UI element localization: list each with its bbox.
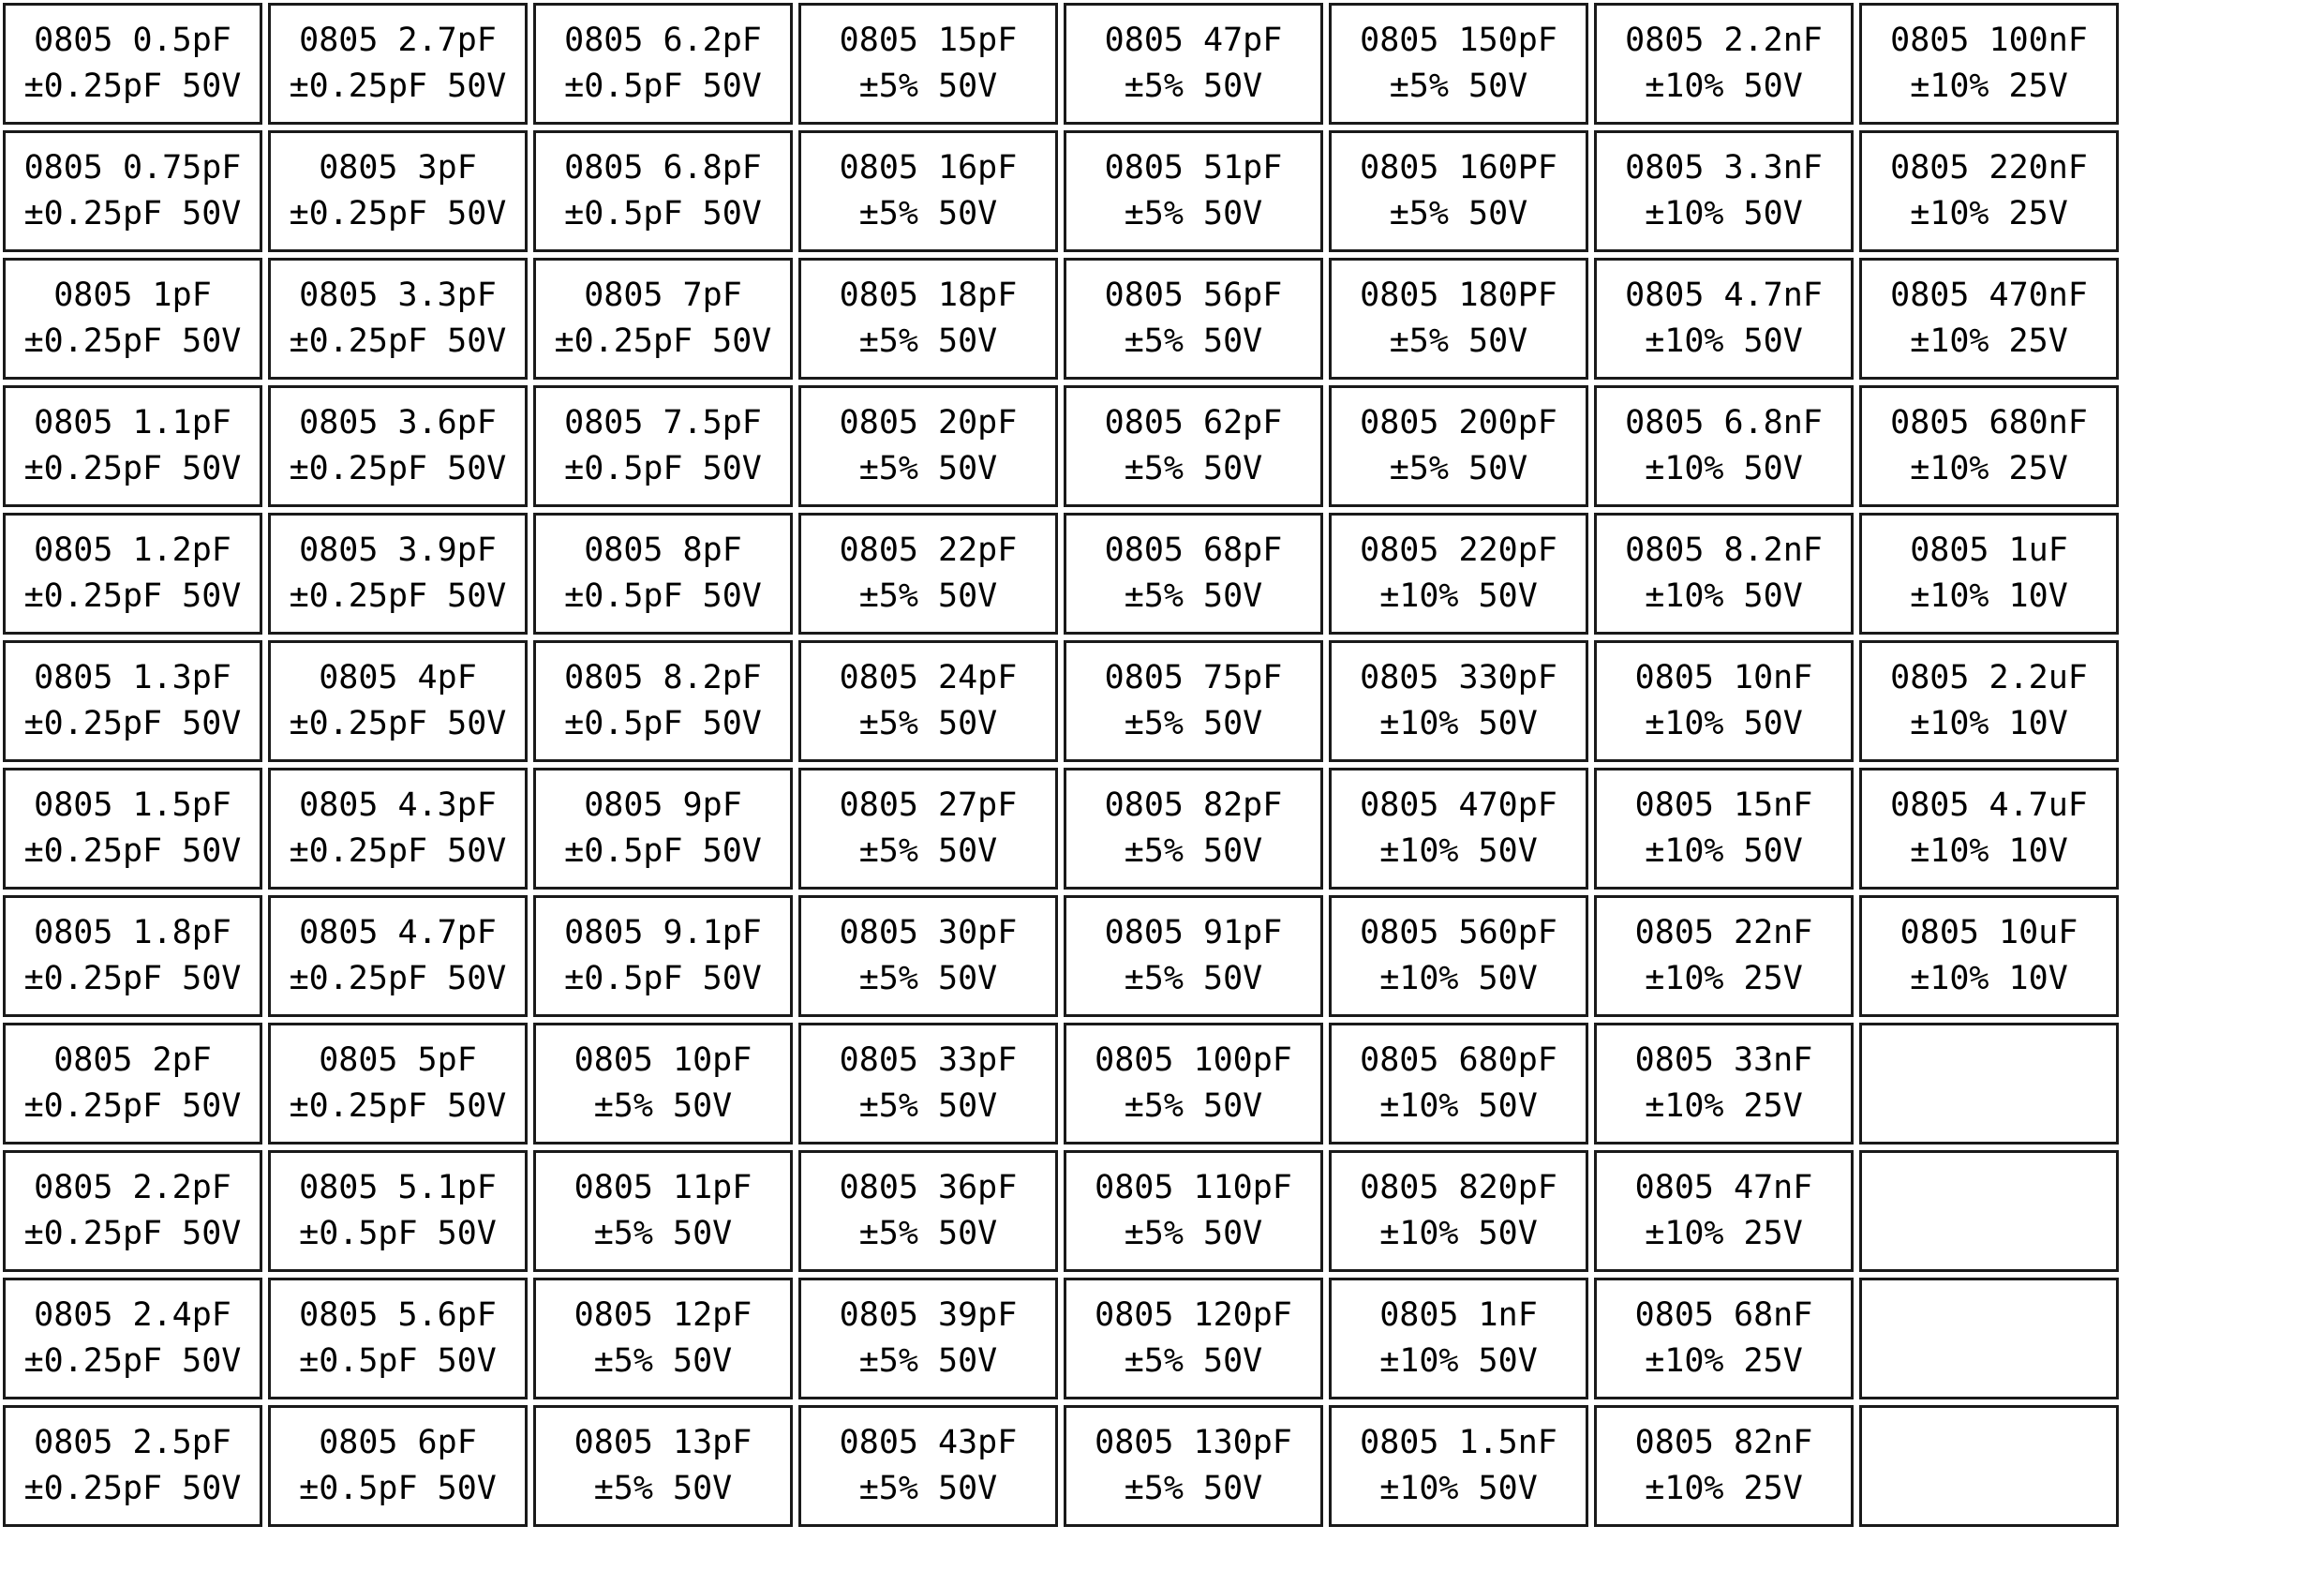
capacitor-value: 0805 10uF [1899, 914, 2078, 951]
capacitor-cell [533, 1278, 793, 1399]
capacitor-tolerance-voltage: ±5% 50V [1124, 1215, 1263, 1252]
capacitor-tolerance-voltage: ±5% 50V [1124, 1342, 1263, 1380]
capacitor-cell [1329, 768, 1588, 890]
capacitor-tolerance-voltage: ±5% 50V [858, 450, 998, 487]
capacitor-cell [1064, 1278, 1323, 1399]
capacitor-tolerance-voltage: ±10% 50V [1645, 322, 1803, 360]
capacitor-value: 0805 4.7nF [1625, 277, 1823, 314]
empty-cell [1859, 1405, 2119, 1527]
capacitor-tolerance-voltage: ±0.25pF 50V [23, 1470, 242, 1507]
grid-row [3, 130, 2119, 252]
capacitor-tolerance-voltage: ±5% 50V [858, 832, 998, 870]
capacitor-value: 0805 7pF [584, 277, 742, 314]
capacitor-value: 0805 3.3pF [299, 277, 497, 314]
capacitor-cell [533, 1150, 793, 1272]
capacitor-tolerance-voltage: ±0.25pF 50V [23, 322, 242, 360]
capacitor-tolerance-voltage: ±10% 25V [1910, 322, 2068, 360]
capacitor-value: 0805 22nF [1634, 914, 1813, 951]
capacitor-value: 0805 33pF [839, 1041, 1018, 1079]
capacitor-cell [268, 1023, 528, 1145]
grid-row [3, 1278, 2119, 1399]
capacitor-value: 0805 470nF [1890, 277, 2088, 314]
capacitor-cell [1594, 513, 1854, 635]
capacitor-value: 0805 18pF [839, 277, 1018, 314]
capacitor-cell [1064, 258, 1323, 380]
capacitor-tolerance-voltage: ±0.25pF 50V [289, 960, 507, 997]
capacitor-cell [1594, 1278, 1854, 1399]
capacitor-tolerance-voltage: ±0.25pF 50V [554, 322, 772, 360]
capacitor-value: 0805 110pF [1095, 1169, 1292, 1206]
capacitor-value: 0805 3.3nF [1625, 149, 1823, 187]
capacitor-value: 0805 43pF [839, 1424, 1018, 1461]
capacitor-value: 0805 8.2pF [564, 659, 762, 696]
capacitor-value: 0805 20pF [839, 404, 1018, 441]
capacitor-tolerance-voltage: ±10% 25V [1910, 67, 2068, 105]
capacitor-cell [798, 640, 1058, 762]
capacitor-cell [798, 895, 1058, 1017]
capacitor-cell [3, 640, 262, 762]
grid-row [3, 258, 2119, 380]
capacitor-tolerance-voltage: ±5% 50V [858, 322, 998, 360]
capacitor-cell [798, 1150, 1058, 1272]
capacitor-cell [1594, 258, 1854, 380]
capacitor-tolerance-voltage: ±10% 25V [1645, 1087, 1803, 1125]
capacitor-tolerance-voltage: ±10% 10V [1910, 577, 2068, 615]
capacitor-value: 0805 8.2nF [1625, 531, 1823, 569]
capacitor-tolerance-voltage: ±0.5pF 50V [299, 1215, 497, 1252]
capacitor-tolerance-voltage: ±0.25pF 50V [23, 67, 242, 105]
capacitor-cell [1594, 1023, 1854, 1145]
capacitor-value: 0805 62pF [1104, 404, 1283, 441]
capacitor-tolerance-voltage: ±0.5pF 50V [564, 832, 762, 870]
capacitor-tolerance-voltage: ±0.5pF 50V [564, 67, 762, 105]
capacitor-value: 0805 15nF [1634, 786, 1813, 824]
capacitor-value: 0805 2.2nF [1625, 22, 1823, 59]
capacitor-cell [268, 1278, 528, 1399]
capacitor-value: 0805 160PF [1360, 149, 1557, 187]
capacitor-cell [1594, 1150, 1854, 1272]
capacitor-tolerance-voltage: ±10% 50V [1379, 577, 1538, 615]
capacitor-cell [3, 513, 262, 635]
capacitor-cell [798, 385, 1058, 507]
capacitor-value: 0805 4.7pF [299, 914, 497, 951]
capacitor-value: 0805 5.6pF [299, 1296, 497, 1334]
capacitor-value: 0805 1.8pF [34, 914, 231, 951]
capacitor-cell [1594, 1405, 1854, 1527]
capacitor-value: 0805 27pF [839, 786, 1018, 824]
capacitor-cell [1329, 1278, 1588, 1399]
capacitor-tolerance-voltage: ±0.25pF 50V [289, 577, 507, 615]
capacitor-value: 0805 560pF [1360, 914, 1557, 951]
capacitor-tolerance-voltage: ±10% 25V [1645, 960, 1803, 997]
capacitor-tolerance-voltage: ±0.25pF 50V [23, 1342, 242, 1380]
capacitor-cell [1594, 385, 1854, 507]
capacitor-tolerance-voltage: ±5% 50V [858, 195, 998, 232]
capacitor-value: 0805 680pF [1360, 1041, 1557, 1079]
capacitor-tolerance-voltage: ±5% 50V [858, 1087, 998, 1125]
capacitor-value: 0805 330pF [1360, 659, 1557, 696]
capacitor-tolerance-voltage: ±10% 25V [1645, 1215, 1803, 1252]
capacitor-cell [268, 385, 528, 507]
capacitor-value: 0805 56pF [1104, 277, 1283, 314]
capacitor-tolerance-voltage: ±5% 50V [1389, 67, 1528, 105]
capacitor-value: 0805 82pF [1104, 786, 1283, 824]
capacitor-cell [798, 768, 1058, 890]
empty-cell [1859, 1150, 2119, 1272]
capacitor-tolerance-voltage: ±0.5pF 50V [564, 195, 762, 232]
capacitor-cell [1859, 3, 2119, 125]
capacitor-cell [533, 895, 793, 1017]
capacitor-tolerance-voltage: ±10% 50V [1645, 195, 1803, 232]
capacitor-cell [3, 768, 262, 890]
capacitor-cell [1594, 3, 1854, 125]
capacitor-cell [1329, 1023, 1588, 1145]
capacitor-cell [268, 1405, 528, 1527]
capacitor-cell [3, 258, 262, 380]
capacitor-cell [268, 3, 528, 125]
capacitor-tolerance-voltage: ±5% 50V [1124, 322, 1263, 360]
capacitor-tolerance-voltage: ±0.25pF 50V [289, 832, 507, 870]
capacitor-cell [1329, 513, 1588, 635]
capacitor-value: 0805 8pF [584, 531, 742, 569]
capacitor-cell [268, 895, 528, 1017]
capacitor-value: 0805 6.8nF [1625, 404, 1823, 441]
capacitor-tolerance-voltage: ±10% 50V [1645, 577, 1803, 615]
capacitor-cell [533, 640, 793, 762]
capacitor-tolerance-voltage: ±5% 50V [1124, 705, 1263, 742]
capacitor-value: 0805 13pF [574, 1424, 752, 1461]
capacitor-cell [1594, 130, 1854, 252]
capacitor-value: 0805 1.1pF [34, 404, 231, 441]
capacitor-tolerance-voltage: ±0.25pF 50V [23, 960, 242, 997]
capacitor-tolerance-voltage: ±0.25pF 50V [23, 832, 242, 870]
capacitor-tolerance-voltage: ±0.25pF 50V [289, 195, 507, 232]
capacitor-value: 0805 2pF [53, 1041, 212, 1079]
capacitor-cell [268, 768, 528, 890]
capacitor-value: 0805 6.2pF [564, 22, 762, 59]
capacitor-value: 0805 130pF [1095, 1424, 1292, 1461]
capacitor-cell [1064, 1023, 1323, 1145]
capacitor-value: 0805 470pF [1360, 786, 1557, 824]
capacitor-value: 0805 100nF [1890, 22, 2088, 59]
capacitor-value: 0805 3.6pF [299, 404, 497, 441]
capacitor-tolerance-voltage: ±5% 50V [593, 1215, 733, 1252]
capacitor-tolerance-voltage: ±0.5pF 50V [299, 1342, 497, 1380]
capacitor-tolerance-voltage: ±10% 50V [1645, 832, 1803, 870]
capacitor-cell [1859, 385, 2119, 507]
capacitor-value: 0805 2.7pF [299, 22, 497, 59]
capacitor-tolerance-voltage: ±0.25pF 50V [289, 1087, 507, 1125]
capacitor-value: 0805 91pF [1104, 914, 1283, 951]
capacitor-cell [3, 1278, 262, 1399]
capacitor-value: 0805 150pF [1360, 22, 1557, 59]
capacitor-cell [3, 1150, 262, 1272]
capacitor-cell [1594, 768, 1854, 890]
grid-row [3, 1023, 2119, 1145]
capacitor-tolerance-voltage: ±10% 50V [1379, 832, 1538, 870]
capacitor-value: 0805 68nF [1634, 1296, 1813, 1334]
capacitor-value: 0805 47pF [1104, 22, 1283, 59]
capacitor-cell [533, 513, 793, 635]
capacitor-tolerance-voltage: ±5% 50V [1124, 832, 1263, 870]
empty-cell [1859, 1023, 2119, 1145]
capacitor-tolerance-voltage: ±5% 50V [593, 1342, 733, 1380]
capacitor-tolerance-voltage: ±5% 50V [858, 577, 998, 615]
capacitor-cell [268, 640, 528, 762]
capacitor-value: 0805 820pF [1360, 1169, 1557, 1206]
capacitor-value: 0805 22pF [839, 531, 1018, 569]
capacitor-value: 0805 2.2uF [1890, 659, 2088, 696]
capacitor-tolerance-voltage: ±0.25pF 50V [23, 450, 242, 487]
capacitor-value: 0805 5.1pF [299, 1169, 497, 1206]
capacitor-tolerance-voltage: ±5% 50V [593, 1470, 733, 1507]
capacitor-tolerance-voltage: ±0.5pF 50V [299, 1470, 497, 1507]
grid-row [3, 3, 2119, 125]
capacitor-value: 0805 680nF [1890, 404, 2088, 441]
capacitor-tolerance-voltage: ±5% 50V [593, 1087, 733, 1125]
capacitor-tolerance-voltage: ±0.25pF 50V [23, 577, 242, 615]
capacitor-cell [533, 1405, 793, 1527]
capacitor-cell [1064, 1405, 1323, 1527]
capacitor-tolerance-voltage: ±0.5pF 50V [564, 960, 762, 997]
capacitor-cell [268, 258, 528, 380]
capacitor-cell [533, 3, 793, 125]
capacitor-value: 0805 15pF [839, 22, 1018, 59]
capacitor-cell [798, 1023, 1058, 1145]
capacitor-tolerance-voltage: ±5% 50V [1389, 195, 1528, 232]
capacitor-tolerance-voltage: ±5% 50V [1124, 960, 1263, 997]
grid-row [3, 1405, 2119, 1527]
capacitor-cell [1594, 895, 1854, 1017]
capacitor-cell [1329, 1150, 1588, 1272]
grid-row [3, 768, 2119, 890]
capacitor-tolerance-voltage: ±0.25pF 50V [23, 1215, 242, 1252]
capacitor-value: 0805 36pF [839, 1169, 1018, 1206]
capacitor-value: 0805 100pF [1095, 1041, 1292, 1079]
capacitor-tolerance-voltage: ±0.25pF 50V [289, 705, 507, 742]
capacitor-cell [1859, 768, 2119, 890]
capacitor-tolerance-voltage: ±10% 10V [1910, 960, 2068, 997]
capacitor-value: 0805 4.3pF [299, 786, 497, 824]
capacitor-tolerance-voltage: ±10% 25V [1910, 195, 2068, 232]
grid-row [3, 640, 2119, 762]
capacitor-value: 0805 68pF [1104, 531, 1283, 569]
capacitor-tolerance-voltage: ±10% 50V [1645, 705, 1803, 742]
capacitor-cell [3, 130, 262, 252]
capacitor-tolerance-voltage: ±5% 50V [1124, 195, 1263, 232]
capacitor-tolerance-voltage: ±0.5pF 50V [564, 705, 762, 742]
capacitor-value: 0805 1.5pF [34, 786, 231, 824]
capacitor-value: 0805 120pF [1095, 1296, 1292, 1334]
capacitor-cell [3, 1405, 262, 1527]
capacitor-cell [1064, 130, 1323, 252]
empty-cell [1859, 1278, 2119, 1399]
capacitor-cell [1064, 768, 1323, 890]
capacitor-cell [1329, 258, 1588, 380]
capacitor-value: 0805 4.7uF [1890, 786, 2088, 824]
capacitor-value: 0805 30pF [839, 914, 1018, 951]
capacitor-cell [3, 3, 262, 125]
capacitor-cell [3, 1023, 262, 1145]
capacitor-value: 0805 12pF [574, 1296, 752, 1334]
capacitor-value: 0805 11pF [574, 1169, 752, 1206]
capacitor-cell [1859, 513, 2119, 635]
capacitor-tolerance-voltage: ±5% 50V [1124, 1470, 1263, 1507]
capacitor-value: 0805 2.2pF [34, 1169, 231, 1206]
capacitor-value: 0805 75pF [1104, 659, 1283, 696]
capacitor-value: 0805 220pF [1360, 531, 1557, 569]
capacitor-cell [1329, 1405, 1588, 1527]
capacitor-tolerance-voltage: ±10% 50V [1379, 1342, 1538, 1380]
capacitor-value: 0805 3.9pF [299, 531, 497, 569]
capacitor-cell [3, 385, 262, 507]
capacitor-tolerance-voltage: ±10% 10V [1910, 832, 2068, 870]
capacitor-grid-body [3, 3, 2119, 1527]
capacitor-tolerance-voltage: ±5% 50V [858, 1342, 998, 1380]
capacitor-value: 0805 1.5nF [1360, 1424, 1557, 1461]
capacitor-cell [1329, 640, 1588, 762]
capacitor-tolerance-voltage: ±0.25pF 50V [289, 450, 507, 487]
capacitor-cell [798, 258, 1058, 380]
capacitor-value: 0805 39pF [839, 1296, 1018, 1334]
capacitor-tolerance-voltage: ±10% 50V [1379, 705, 1538, 742]
capacitor-value: 0805 180PF [1360, 277, 1557, 314]
capacitor-value: 0805 200pF [1360, 404, 1557, 441]
capacitor-cell [1329, 3, 1588, 125]
capacitor-value: 0805 3pF [319, 149, 477, 187]
capacitor-tolerance-voltage: ±10% 50V [1379, 1470, 1538, 1507]
capacitor-tolerance-voltage: ±5% 50V [1124, 1087, 1263, 1125]
capacitor-tolerance-voltage: ±10% 25V [1910, 450, 2068, 487]
capacitor-cell [1064, 640, 1323, 762]
capacitor-value: 0805 0.75pF [23, 149, 242, 187]
capacitor-value: 0805 9pF [584, 786, 742, 824]
capacitor-cell [1064, 3, 1323, 125]
capacitor-value: 0805 1uF [1910, 531, 2068, 569]
capacitor-tolerance-voltage: ±5% 50V [858, 960, 998, 997]
capacitor-value: 0805 1.3pF [34, 659, 231, 696]
grid-row [3, 895, 2119, 1017]
capacitor-cell [533, 768, 793, 890]
capacitor-value: 0805 1.2pF [34, 531, 231, 569]
capacitor-cell [533, 258, 793, 380]
capacitor-tolerance-voltage: ±5% 50V [1124, 450, 1263, 487]
capacitor-tolerance-voltage: ±5% 50V [1124, 67, 1263, 105]
capacitor-cell [798, 130, 1058, 252]
capacitor-tolerance-voltage: ±5% 50V [1389, 450, 1528, 487]
grid-row [3, 1150, 2119, 1272]
capacitor-value: 0805 220nF [1890, 149, 2088, 187]
capacitor-value: 0805 6pF [319, 1424, 477, 1461]
capacitor-value: 0805 1nF [1379, 1296, 1538, 1334]
capacitor-tolerance-voltage: ±0.5pF 50V [564, 577, 762, 615]
capacitor-cell [268, 1150, 528, 1272]
capacitor-cell [1329, 895, 1588, 1017]
capacitor-value: 0805 82nF [1634, 1424, 1813, 1461]
capacitor-cell [268, 513, 528, 635]
capacitor-cell [1329, 385, 1588, 507]
capacitor-value: 0805 5pF [319, 1041, 477, 1079]
capacitor-tolerance-voltage: ±5% 50V [858, 67, 998, 105]
capacitor-value: 0805 10pF [574, 1041, 752, 1079]
capacitor-value: 0805 4pF [319, 659, 477, 696]
capacitor-cell [1329, 130, 1588, 252]
capacitor-cell [1064, 895, 1323, 1017]
capacitor-tolerance-voltage: ±0.5pF 50V [564, 450, 762, 487]
capacitor-cell [533, 1023, 793, 1145]
capacitor-cell [1594, 640, 1854, 762]
capacitor-tolerance-voltage: ±10% 25V [1645, 1470, 1803, 1507]
capacitor-value: 0805 2.5pF [34, 1424, 231, 1461]
capacitor-value: 0805 10nF [1634, 659, 1813, 696]
capacitor-cell [1064, 513, 1323, 635]
capacitor-cell [268, 130, 528, 252]
capacitor-cell [533, 385, 793, 507]
capacitor-value: 0805 24pF [839, 659, 1018, 696]
grid-row [3, 513, 2119, 635]
capacitor-cell [1859, 640, 2119, 762]
capacitor-value: 0805 47nF [1634, 1169, 1813, 1206]
capacitor-cell [798, 1278, 1058, 1399]
capacitor-value: 0805 51pF [1104, 149, 1283, 187]
capacitor-cell [1859, 258, 2119, 380]
capacitor-value: 0805 7.5pF [564, 404, 762, 441]
capacitor-value: 0805 16pF [839, 149, 1018, 187]
capacitor-cell [533, 130, 793, 252]
capacitor-tolerance-voltage: ±0.25pF 50V [289, 67, 507, 105]
capacitor-tolerance-voltage: ±10% 50V [1379, 1215, 1538, 1252]
capacitor-tolerance-voltage: ±10% 50V [1379, 1087, 1538, 1125]
capacitor-cell [798, 1405, 1058, 1527]
capacitor-tolerance-voltage: ±5% 50V [858, 1215, 998, 1252]
capacitor-cell [1859, 130, 2119, 252]
capacitor-cell [798, 3, 1058, 125]
capacitor-tolerance-voltage: ±0.25pF 50V [23, 705, 242, 742]
capacitor-tolerance-voltage: ±5% 50V [1124, 577, 1263, 615]
capacitor-tolerance-voltage: ±10% 50V [1645, 450, 1803, 487]
capacitor-tolerance-voltage: ±5% 50V [858, 1470, 998, 1507]
capacitor-cell [1064, 385, 1323, 507]
capacitor-cell [1859, 895, 2119, 1017]
capacitor-tolerance-voltage: ±0.25pF 50V [23, 1087, 242, 1125]
capacitor-cell [3, 895, 262, 1017]
capacitor-tolerance-voltage: ±10% 50V [1379, 960, 1538, 997]
capacitor-value: 0805 6.8pF [564, 149, 762, 187]
capacitor-value: 0805 2.4pF [34, 1296, 231, 1334]
capacitor-value: 0805 33nF [1634, 1041, 1813, 1079]
capacitor-tolerance-voltage: ±5% 50V [858, 705, 998, 742]
capacitor-tolerance-voltage: ±10% 25V [1645, 1342, 1803, 1380]
capacitor-value: 0805 1pF [53, 277, 212, 314]
capacitor-tolerance-voltage: ±0.25pF 50V [23, 195, 242, 232]
capacitor-tolerance-voltage: ±5% 50V [1389, 322, 1528, 360]
capacitor-value: 0805 0.5pF [34, 22, 231, 59]
grid-row [3, 385, 2119, 507]
capacitor-tolerance-voltage: ±10% 10V [1910, 705, 2068, 742]
capacitor-tolerance-voltage: ±10% 50V [1645, 67, 1803, 105]
capacitor-cell [798, 513, 1058, 635]
capacitor-cell [1064, 1150, 1323, 1272]
capacitor-tolerance-voltage: ±0.25pF 50V [289, 322, 507, 360]
capacitor-value: 0805 9.1pF [564, 914, 762, 951]
